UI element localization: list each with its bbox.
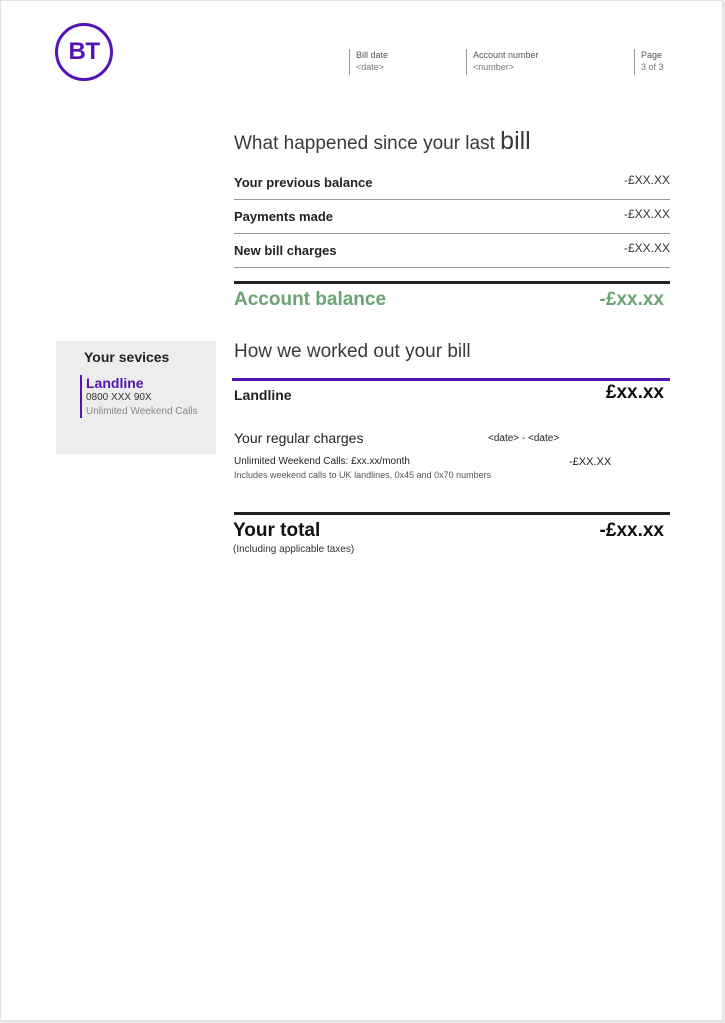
new-bill-charges-value: -£XX.XX (623, 241, 670, 255)
service-name: Landline (86, 375, 144, 391)
services-title: Your sevices (84, 349, 170, 365)
charge-item-value: -£XX.XX (569, 456, 612, 468)
new-bill-charges-label: New bill charges (234, 243, 337, 258)
account-number-meta (466, 49, 539, 75)
charge-item-description: Includes weekend calls to UK landlines, 0x45 and 0x70 numbers (234, 470, 492, 480)
account-balance-label: Account balance (234, 289, 387, 310)
landline-divider (232, 378, 670, 381)
previous-balance-label: Your previous balance (234, 175, 373, 190)
summary-title (234, 127, 531, 156)
bill-date-meta (349, 49, 388, 75)
payments-made-row (234, 209, 670, 234)
service-description: Unlimited Weekend Calls (86, 406, 198, 417)
page-value: 3 of 3 (641, 62, 664, 72)
page-meta (634, 49, 664, 75)
page-label: Page (641, 50, 663, 60)
previous-balance-row (234, 175, 670, 200)
account-number-label: Account number (473, 50, 539, 60)
total-subtext: (Including applicable taxes) (233, 544, 355, 555)
services-sidebar (56, 341, 216, 454)
account-number-value: <number> (473, 62, 515, 72)
total-divider (234, 512, 670, 515)
charge-item-name: Unlimited Weekend Calls: £xx.xx/month (234, 456, 410, 467)
bt-logo-text: BT (68, 38, 100, 65)
landline-label: Landline (234, 387, 292, 403)
summary-title-suffix: bill (500, 127, 531, 155)
landline-value: £xx.xx (605, 382, 664, 403)
total-label: Your total (233, 520, 321, 541)
payments-made-label: Payments made (234, 209, 333, 224)
summary-title-prefix: What happened since your last (234, 133, 495, 154)
account-balance-value: -£xx.xx (599, 289, 664, 310)
service-landline (80, 375, 198, 418)
total-value: -£xx.xx (599, 520, 664, 541)
service-number: 0800 XXX 90X (86, 392, 152, 403)
bill-date-label: Bill date (356, 50, 389, 60)
bt-logo (55, 23, 113, 81)
bill-date-value: <date> (356, 62, 385, 72)
breakdown-title: How we worked out your bill (234, 341, 471, 362)
regular-charges-title: Your regular charges (234, 430, 364, 446)
payments-made-value: -£XX.XX (623, 207, 670, 221)
new-bill-charges-row (234, 243, 670, 268)
regular-charges-dates: <date> - <date> (488, 433, 560, 444)
summary-divider (234, 281, 670, 284)
previous-balance-value: -£XX.XX (623, 173, 670, 187)
